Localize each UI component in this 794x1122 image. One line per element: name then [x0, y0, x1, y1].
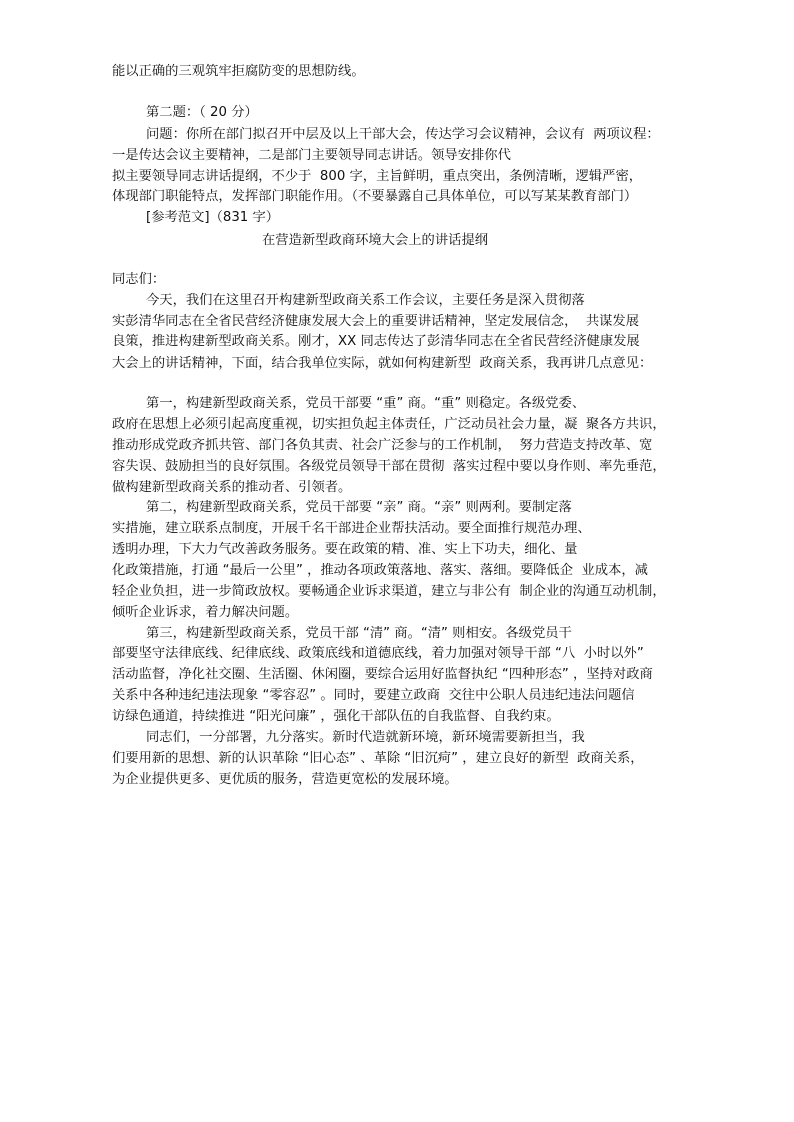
salutation: 同志们： [112, 272, 166, 287]
text-line: 问题：你所在部门拟召开中层及以上干部大会，传达学习会议精神，会议有 两项议程： [146, 127, 660, 142]
question-heading: 第二题：（ 20 分） [146, 105, 258, 120]
text-line: 推动形成党政齐抓共管、部门各负其责、社会广泛参与的工作机制， 努力营造支持改革、宽 [112, 438, 653, 453]
text-line: 倾听企业诉求，着力解决问题。 [112, 605, 299, 620]
text-line: 容失误、鼓励担当的良好氛围。各级党员领导干部在贯彻 落实过程中要以身作则、率先垂范， [112, 459, 666, 474]
text-line: 良策，推进构建新型政商关系。刚才，XX 同志传达了彭清华同志在全省民营经济健康发展 [112, 334, 640, 349]
text-line: 透明办理，下大力气改善政务服务。要在政策的精、准、实上下功夫，细化、量 [112, 542, 578, 557]
text-line: 实彭清华同志在全省民营经济健康发展大会上的重要讲话精神，坚定发展信念， 共谋发展 [112, 314, 640, 329]
text-line: 做构建新型政商关系的推动者、引领者。 [112, 480, 352, 495]
text-line: 部要坚守法律底线、纪律底线、政策底线和道德底线，着力加强对领导干部 “八 小时以外” [112, 646, 644, 661]
text-line: 大会上的讲话精神，下面，结合我单位实际，就如何构建新型 政商关系，我再讲几点意见： [112, 356, 653, 371]
text-line: 为企业提供更多、更优质的服务，营造更宽松的发展环境。 [112, 772, 458, 787]
text-line: 今天，我们在这里召开构建新型政商关系工作会议，主要任务是深入贯彻落 [146, 293, 585, 308]
text-line: 能以正确的三观筑牢拒腐防变的思想防线。 [112, 64, 365, 79]
text-line: 体现部门职能特点，发挥部门职能作用。（不要暴露自己具体单位，可以写某某教育部门） [112, 189, 638, 204]
text-line: 同志们，一分部署，九分落实。新时代造就新环境，新环境需要新担当，我 [146, 730, 585, 745]
text-line: 化政策措施，打通 “最后一公里” ，推动各项政策落地、落实、落细。要降低企 业成本，减 [112, 563, 648, 578]
speech-title: 在营造新型政商环境大会上的讲话提纲 [262, 233, 489, 248]
text-line: 们要用新的思想、新的认识革除 “旧心态” 、革除 “旧沉疴” ，建立良好的新型 政商关系， [112, 751, 644, 766]
text-line: 活动监督，净化社交圈、生活圈、休闲圈，要综合运用好监督执纪 “四种形态” ，坚持对政商 [112, 667, 653, 682]
text-line: 访绿色通道，持续推进 “阳光问廉” ，强化干部队伍的自我监督、自我约束。 [112, 709, 560, 724]
text-line: 第三，构建新型政商关系，党员干部 “清” 商。“清” 则相安。各级党员干 [146, 626, 572, 641]
text-line: 轻企业负担，进一步简政放权。要畅通企业诉求渠道，建立与非公有 制企业的沟通互动机制， [112, 584, 666, 599]
text-line: 第二，构建新型政商关系，党员干部要 “亲” 商。“亲” 则两利。要制定落 [146, 500, 572, 515]
text-line: 实措施，建立联系点制度，开展千名干部进企业帮扶活动。要全面推行规范办理、 [112, 521, 591, 536]
text-line: 一是传达会议主要精神，二是部门主要领导同志讲话。领导安排你代 [112, 148, 511, 163]
text-line: 关系中各种违纪违法现象 “零容忍” 。同时，要建立政商 交往中公职人员违纪违法问题信 [112, 688, 635, 703]
reference-label: [参考范文]（831 字） [146, 210, 280, 225]
text-line: 政府在思想上必须引起高度重视，切实担负起主体责任，广泛动员社会力量，凝 聚各方共识， [112, 417, 666, 432]
text-line: 拟主要领导同志讲话提纲，不少于 800 字，主旨鲜明，重点突出，条例清晰，逻辑严密， [112, 169, 643, 184]
text-line: 第一，构建新型政商关系，党员干部要 “重” 商。“重” 则稳定。各级党委、 [146, 396, 586, 411]
